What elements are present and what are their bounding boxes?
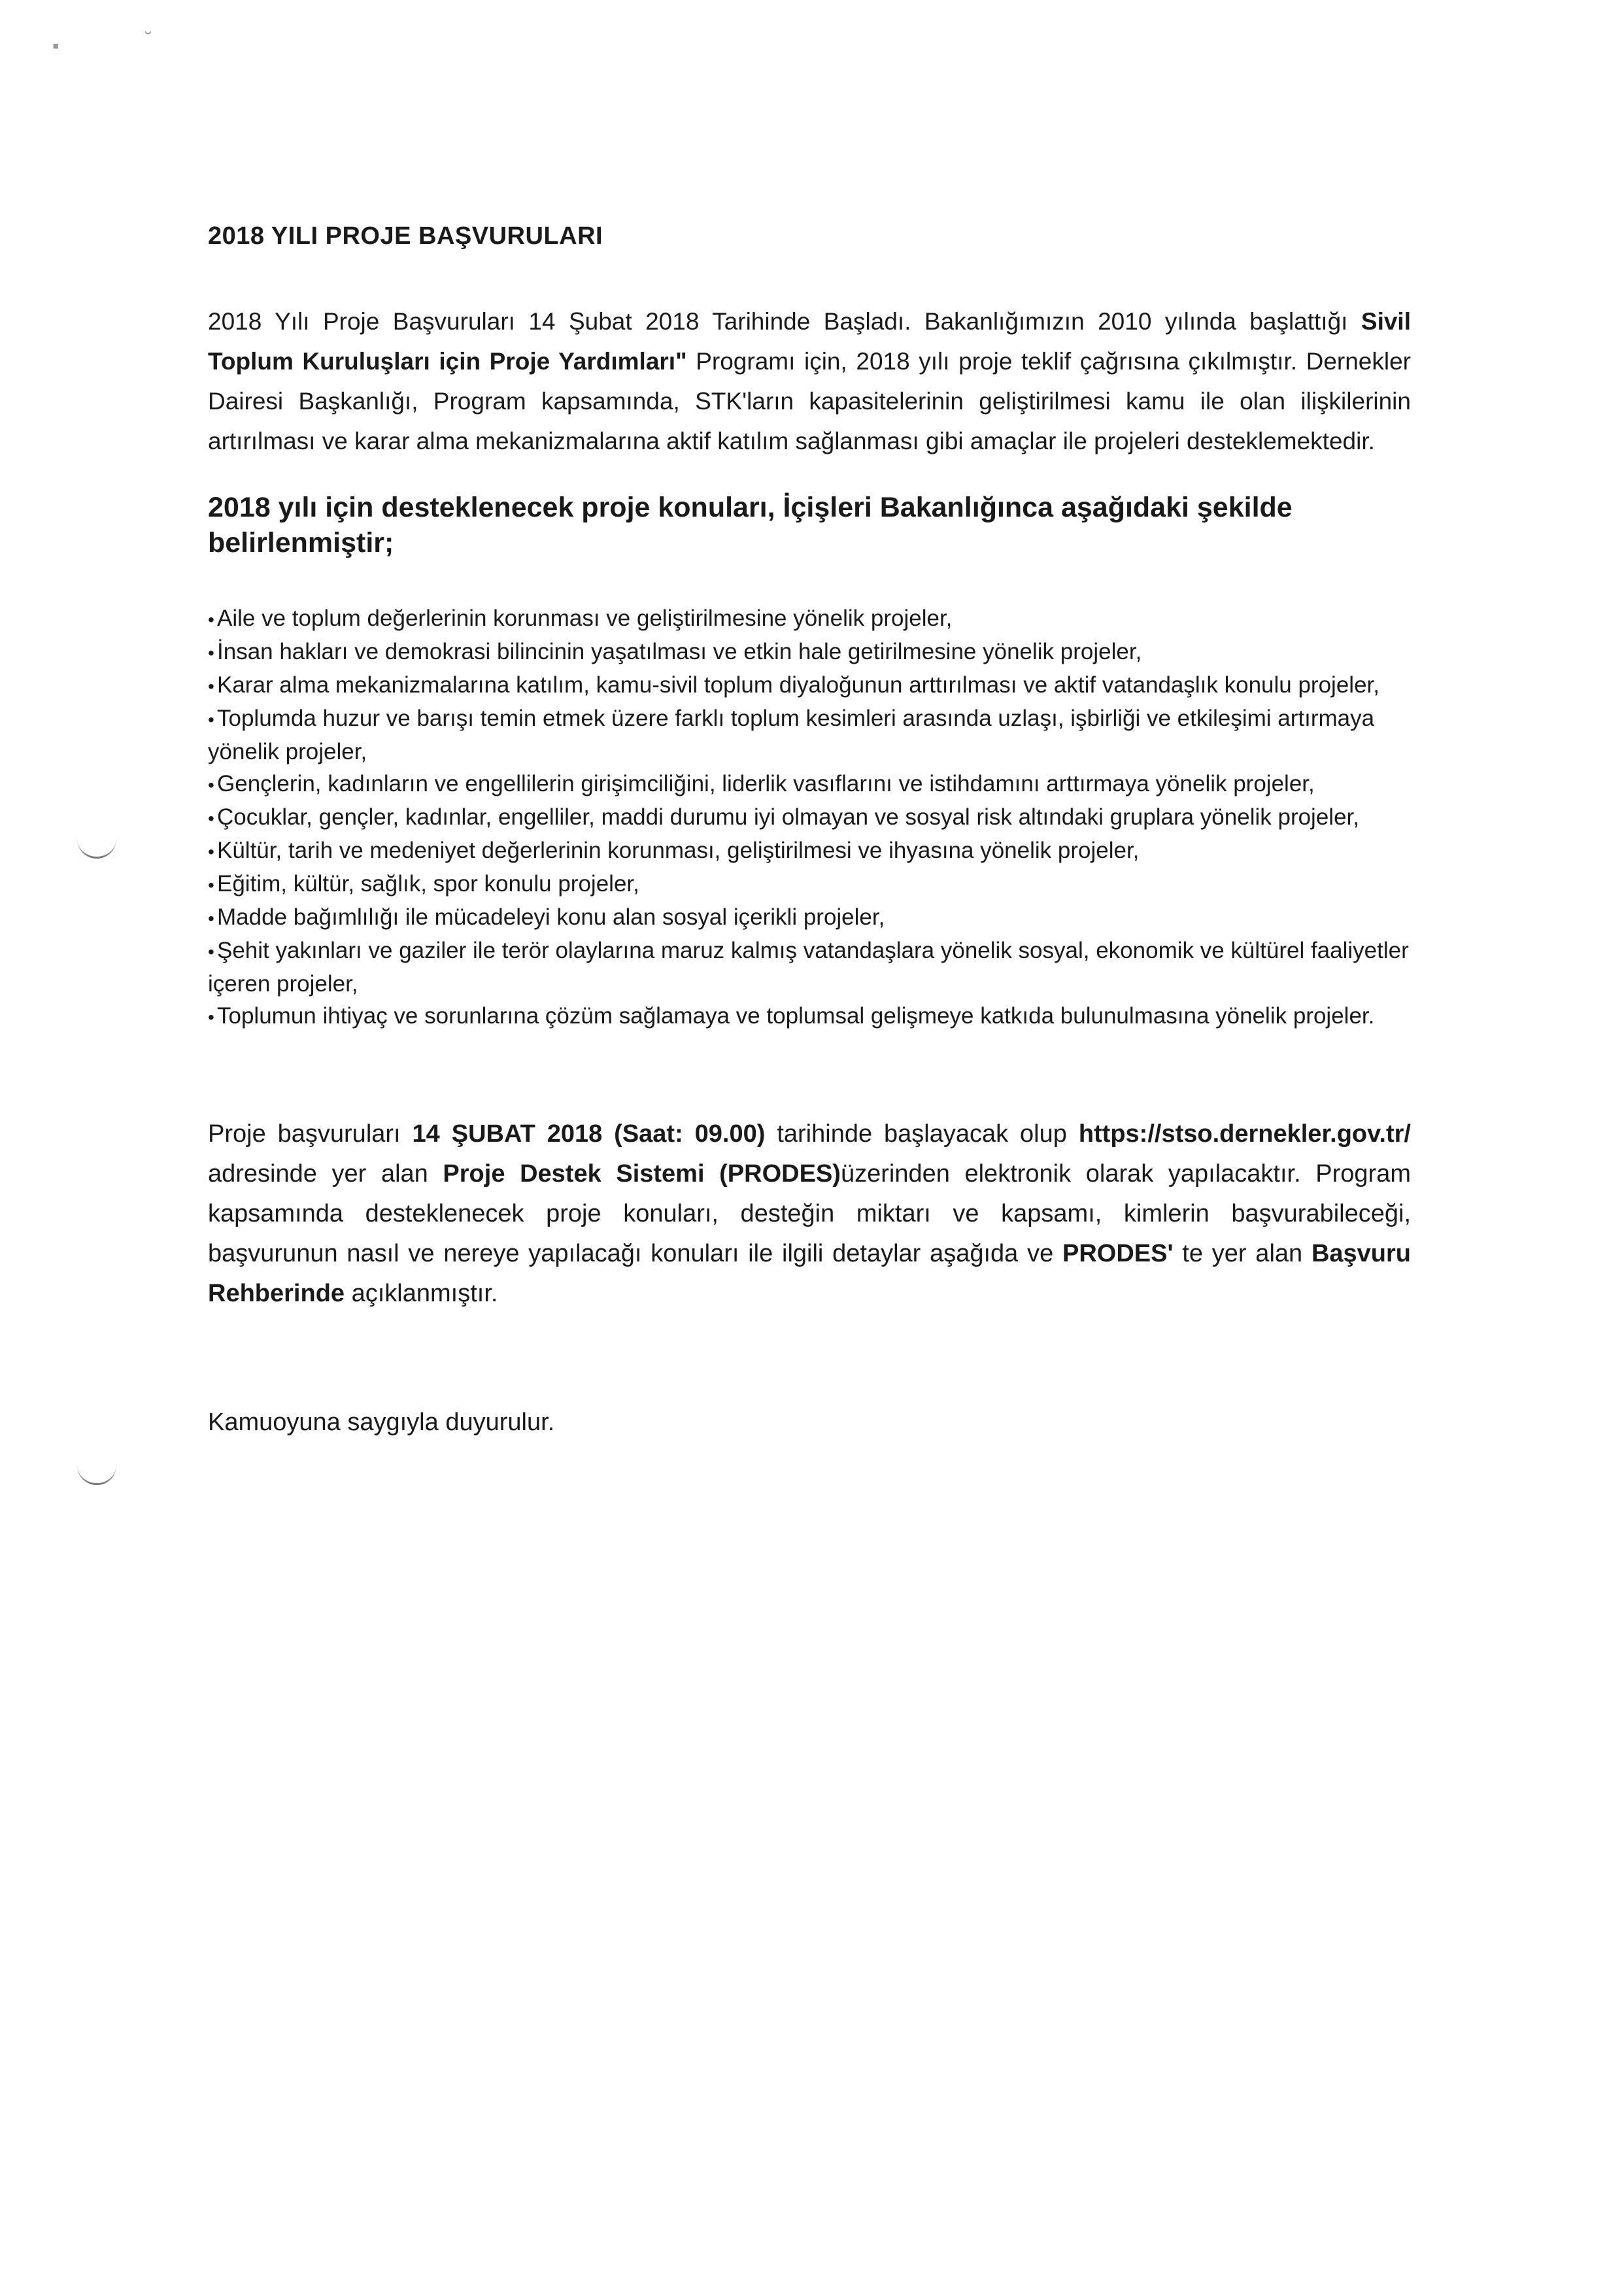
program-name: Sivil Toplum Kuruluşları için Proje Yardımları" <box>208 308 1411 375</box>
prodes-ref: PRODES' <box>1062 1240 1174 1267</box>
topics-list <box>208 602 1411 1033</box>
start-date: 14 ŞUBAT 2018 (Saat: 09.00) <box>412 1120 766 1148</box>
list-item: • Eğitim, kültür, sağlık, spor konulu projeler, <box>208 868 1411 901</box>
bullet-dot-icon: • <box>208 775 214 795</box>
intro-text-2: Programı için, 2018 yılı proje teklif çağrısına çıkılmıştır. Dernekler Dairesi Başkanlığı, Program kapsamında, STK'ların kapasitelerinin geliştirilmesi kamu ile olan ilişkilerinin artırılması ve karar alma mekanizmalarına aktif katılım sağlanması gibi amaçlar ile projeleri desteklemektedir. <box>208 348 1411 454</box>
punch-hole-mark <box>77 1464 116 1485</box>
list-item: • Kültür, tarih ve medeniyet değerlerinin korunması, geliştirilmesi ve ihyasına yönelik projeler, <box>208 834 1411 868</box>
list-item: • Çocuklar, gençler, kadınlar, engelliler, maddi durumu iyi olmayan ve sosyal risk altındaki gruplara yönelik projeler, <box>208 801 1411 834</box>
list-item: • Toplumun ihtiyaç ve sorunlarına çözüm sağlamaya ve toplumsal gelişmeye katkıda bulunulmasına yönelik projeler. <box>208 1000 1411 1033</box>
list-item: • Gençlerin, kadınların ve engellilerin girişimciliğini, liderlik vasıflarını ve istihdamını arttırmaya yönelik projeler, <box>208 768 1411 801</box>
list-item: • Aile ve toplum değerlerinin korunması ve geliştirilmesine yönelik projeler, <box>208 602 1411 636</box>
bullet-dot-icon: • <box>208 643 214 663</box>
bullet-dot-icon: • <box>208 710 214 730</box>
list-item: • İnsan hakları ve demokrasi bilincinin yaşatılması ve etkin hale getirilmesine yönelik projeler, <box>208 636 1411 669</box>
list-item: • Şehit yakınları ve gaziler ile terör olaylarına maruz kalmış vatandaşlara yönelik sosyal, ekonomik ve kültürel faaliyetler içeren projeler, <box>208 934 1411 1000</box>
document-body <box>208 222 1411 1437</box>
bullet-dot-icon: • <box>208 676 214 696</box>
applications-paragraph: Proje başvuruları 14 ŞUBAT 2018 (Saat: 09.00) tarihinde başlayacak olup https://stso.dernekler.gov.tr/ adresinde yer alan Proje Destek Sistemi (PRODES)üzerinden elektronik olarak yapılacaktır. Program kapsamında desteklenecek proje konuları, desteğin miktarı ve kapsamı, kimlerin başvurabileceği, başvurunun nasıl ve nereye yapılacağı konuları ile ilgili detaylar aşağıda ve PRODES' te yer alan Başvuru Rehberinde açıklanmıştır. <box>208 1120 1411 1307</box>
bullet-dot-icon: • <box>208 908 214 929</box>
topics-heading: 2018 yılı için desteklenecek proje konuları, İçişleri Bakanlığınca aşağıdaki şekilde belirlenmiştir; <box>208 492 1293 558</box>
system-name: Proje Destek Sistemi (PRODES) <box>443 1160 841 1188</box>
guide-name: Başvuru Rehberinde <box>208 1240 1411 1307</box>
bullet-dot-icon: • <box>208 609 214 630</box>
intro-text-1: 2018 Yılı Proje Başvuruları 14 Şubat 2018 Tarihinde Başladı. Bakanlığımızın 2010 yılında başlattığı <box>208 308 1361 335</box>
bullet-dot-icon: • <box>208 942 214 962</box>
bullet-dot-icon: • <box>208 875 214 895</box>
list-item: • Karar alma mekanizmalarına katılım, kamu-sivil toplum diyaloğunun arttırılması ve aktif vatandaşlık konulu projeler, <box>208 669 1411 702</box>
bullet-dot-icon: • <box>208 808 214 829</box>
application-url[interactable]: https://stso.dernekler.gov.tr/ <box>1078 1120 1411 1148</box>
scan-speck: ˘ <box>145 29 152 50</box>
punch-hole-mark <box>77 837 116 859</box>
scan-speck: ▪ <box>52 35 59 57</box>
list-item: • Madde bağımlılığı ile mücadeleyi konu alan sosyal içerikli projeler, <box>208 901 1411 934</box>
list-item: • Toplumda huzur ve barışı temin etmek üzere farklı toplum kesimleri arasında uzlaşı, işbirliği ve etkileşimi artırmaya yönelik projeler, <box>208 702 1411 768</box>
intro-paragraph <box>208 301 1411 461</box>
closing-line: Kamuoyuna saygıyla duyurulur. <box>208 1409 555 1436</box>
bullet-dot-icon: • <box>208 1007 214 1027</box>
document-title: 2018 YILI PROJE BAŞVURULARI <box>208 222 603 250</box>
bullet-dot-icon: • <box>208 842 214 862</box>
